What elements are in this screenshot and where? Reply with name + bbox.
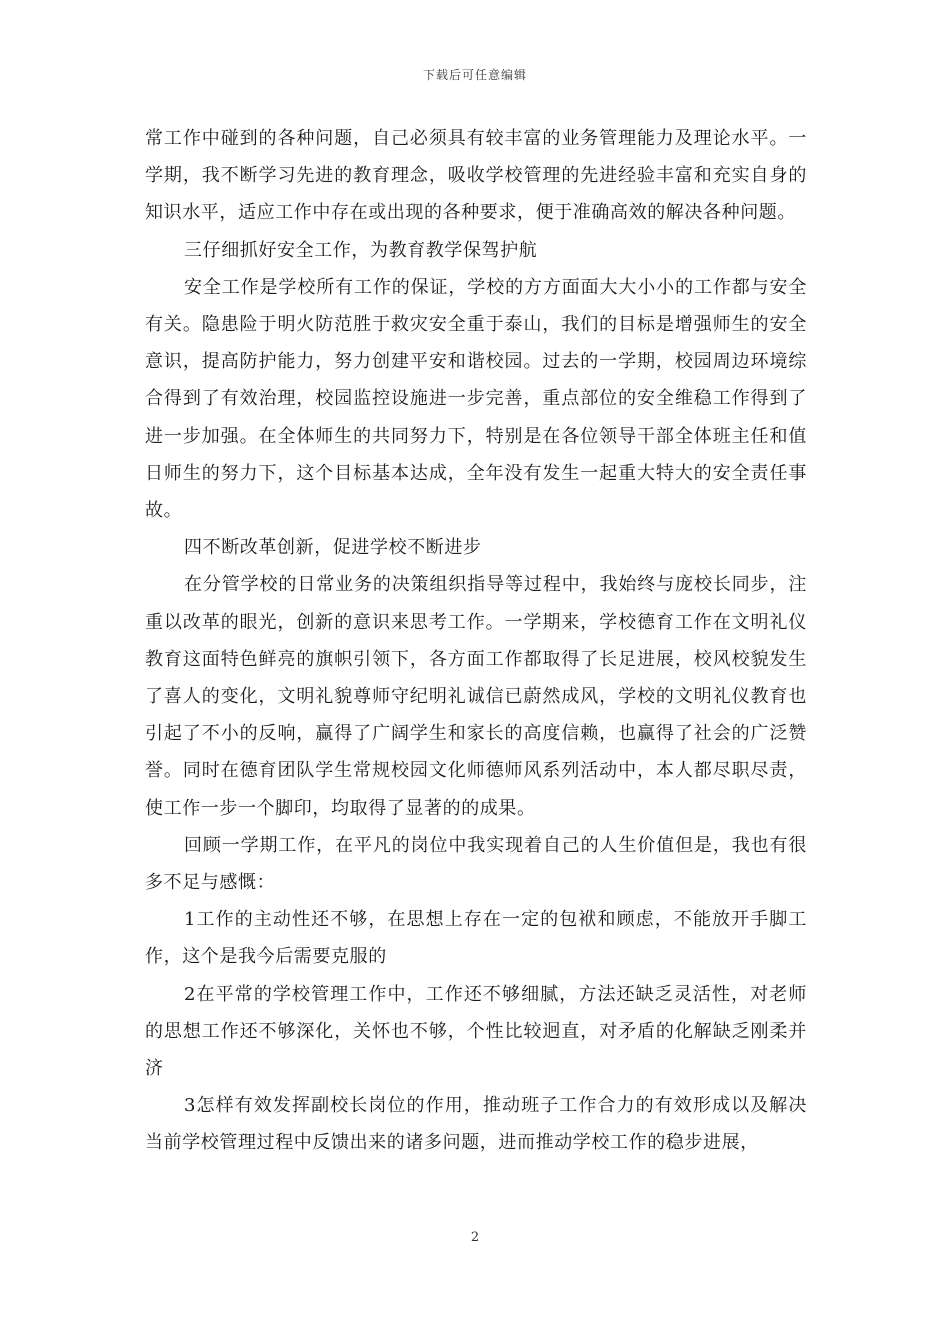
page-number: 2 bbox=[470, 1230, 480, 1245]
paragraph-reform: 在分管学校的日常业务的决策组织指导等过程中，我始终与庞校长同步，注重以改革的眼光，创新的意识来思考工作。一学期来，学校德育工作在文明礼仪教育这面特色鲜亮的旗帜引领下，各方面工作都取得了长足进展，校风校貌发生了喜人的变化，文明礼貌尊师守纪明礼诚信已蔚然成风，学校的文明礼仪教育也引起了不小的反响，赢得了广阔学生和家长的高度信赖，也赢得了社会的广泛赞誉。同时在德育团队学生常规校园文化师德师风系列活动中，本人都尽职尽责，使工作一步一个脚印，均取得了显著的的成果。 bbox=[145, 574, 807, 819]
list-item-3: 3怎样有效发挥副校长岗位的作用，推动班子工作合力的有效形成以及解决当前学校管理过程中反馈出来的诸多问题，进而推动学校工作的稳步进展， bbox=[145, 1095, 807, 1154]
paragraph-review: 回顾一学期工作，在平凡的岗位中我实现着自己的人生价值但是，我也有很多不足与感慨： bbox=[145, 834, 807, 894]
paragraph-safety: 安全工作是学校所有工作的保证，学校的方方面面大大小小的工作都与安全有关。隐患险于明火防范胜于救灾安全重于泰山，我们的目标是增强师生的安全意识，提高防护能力，努力创建平安和谐校园。过去的一学期，校园周边环境综合得到了有效治理，校园监控设施进一步完善，重点部位的安全维稳工作得到了进一步加强。在全体师生的共同努力下，特别是在各位领导干部全体班主任和值日师生的努力下，这个目标基本达成，全年没有发生一起重大特大的安全责任事故。 bbox=[145, 276, 807, 522]
list-item-1: 1工作的主动性还不够，在思想上存在一定的包袱和顾虑，不能放开手脚工作，这个是我今后需要克服的 bbox=[145, 909, 807, 968]
list-item-2: 2在平常的学校管理工作中，工作还不够细腻，方法还缺乏灵活性，对老师的思想工作还不够深化，关怀也不够，个性比较迥直，对矛盾的化解缺乏刚柔并济 bbox=[145, 983, 807, 1080]
document-body bbox=[145, 120, 807, 1162]
section-heading-reform: 四不断改革创新，促进学校不断进步 bbox=[184, 537, 482, 559]
section-heading-safety: 三仔细抓好安全工作，为教育教学保驾护航 bbox=[184, 239, 538, 261]
page-header: 下载后可任意编辑 bbox=[422, 68, 527, 82]
paragraph-continuation: 常工作中碰到的各种问题，自己必须具有较丰富的业务管理能力及理论水平。一学期，我不断学习先进的教育理念，吸收学校管理的先进经验丰富和充实自身的知识水平，适应工作中存在或出现的各种要求，便于准确高效的解决各种问题。 bbox=[145, 128, 807, 224]
